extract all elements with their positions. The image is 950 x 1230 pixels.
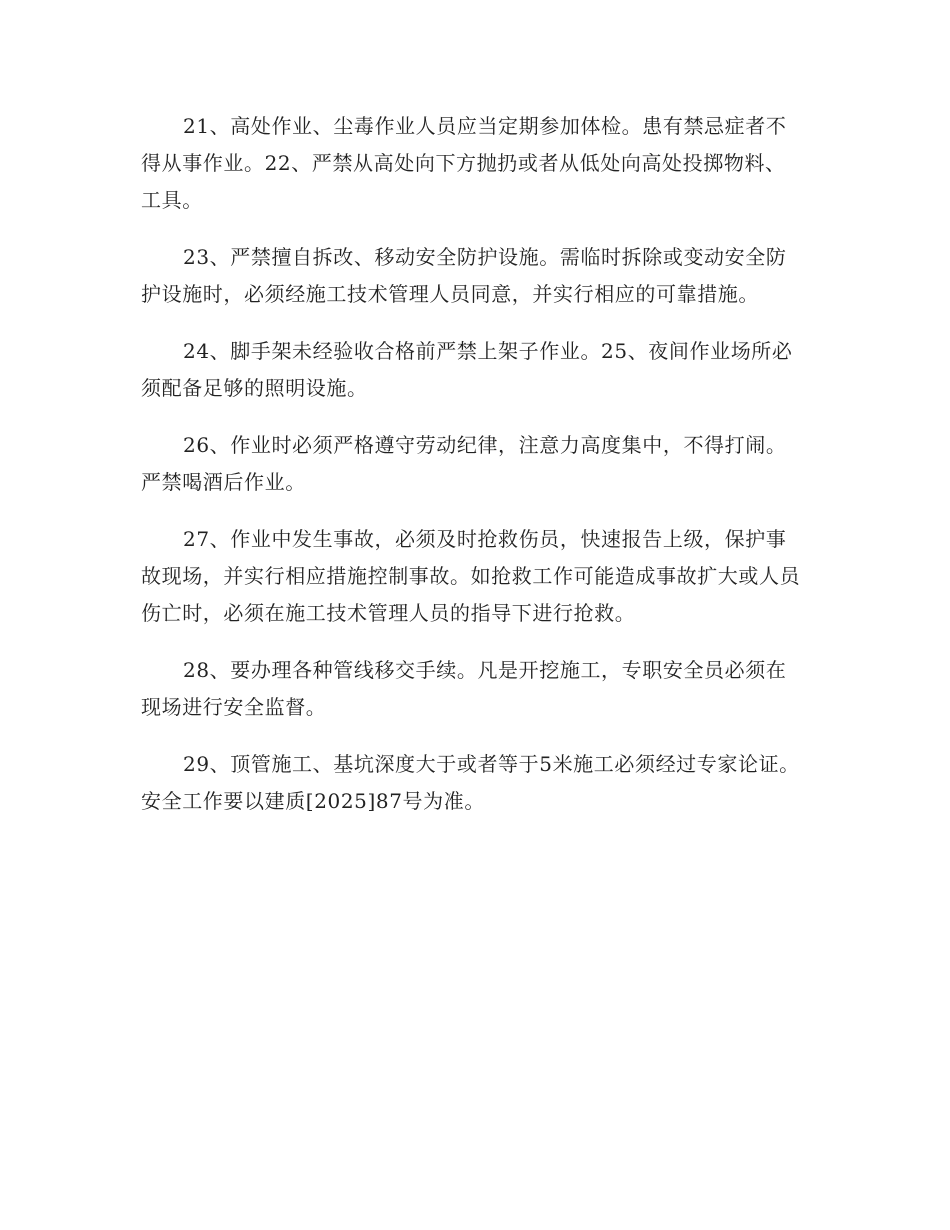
paragraph-26: 26、作业时必须严格遵守劳动纪律，注意力高度集中，不得打闹。严禁喝酒后作业。: [141, 433, 787, 494]
paragraph-29: 29、顶管施工、基坑深度大于或者等于5米施工必须经过专家论证。安全工作要以建质[2025]87号为准。: [141, 752, 800, 813]
paragraph-24-25: 24、脚手架未经验收合格前严禁上架子作业。25、夜间作业场所必须配备足够的照明设施。: [141, 339, 793, 400]
paragraph-28: 28、要办理各种管线移交手续。凡是开挖施工，专职安全员必须在现场进行安全监督。: [141, 658, 787, 719]
paragraph-23: 23、严禁擅自拆改、移动安全防护设施。需临时拆除或变动安全防护设施时，必须经施工技术管理人员同意，并实行相应的可靠措施。: [141, 245, 787, 306]
paragraph-21-22: 21、高处作业、尘毒作业人员应当定期参加体检。患有禁忌症者不得从事作业。22、严禁从高处向下方抛扔或者从低处向高处投掷物料、工具。: [141, 114, 787, 212]
paragraph-27: 27、作业中发生事故，必须及时抢救伤员，快速报告上级，保护事故现场，并实行相应措施控制事故。如抢救工作可能造成事故扩大或人员伤亡时，必须在施工技术管理人员的指导下进行抢救。: [141, 527, 801, 625]
document-body: [141, 108, 801, 840]
